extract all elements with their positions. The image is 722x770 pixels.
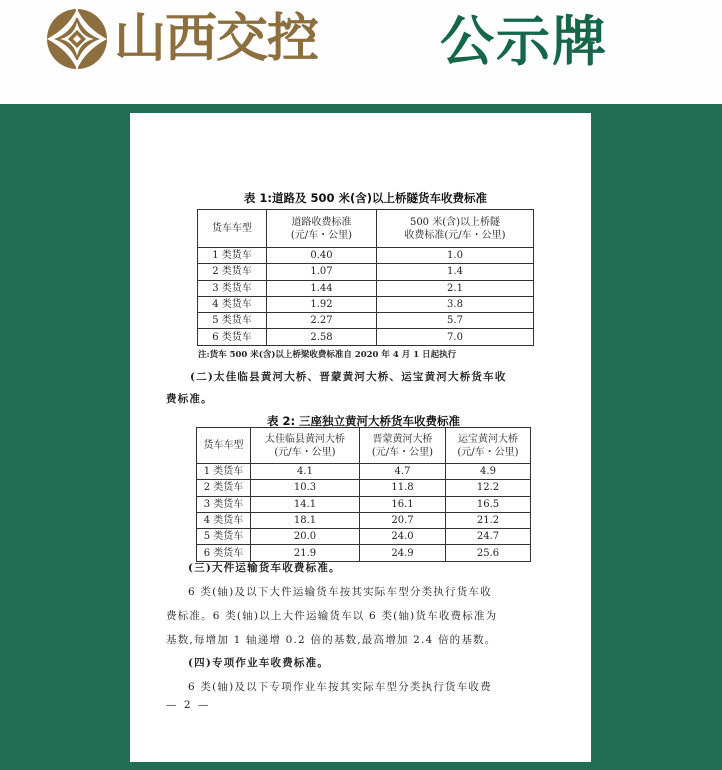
shanxi-jiaokong-logo	[46, 8, 318, 70]
table2-header-cell: 太佳临县黄河大桥 (元/车・公里)	[251, 428, 360, 464]
table-row	[197, 529, 531, 545]
logo-text: 山西交控	[114, 9, 319, 69]
table-cell: 1 类货车	[197, 464, 251, 480]
table-cell: 5 类货车	[198, 313, 267, 329]
document-page	[130, 113, 591, 762]
table1	[197, 209, 534, 346]
table-row	[197, 464, 531, 480]
table-row	[198, 264, 534, 280]
table-cell: 4.1	[251, 464, 360, 480]
table-cell: 21.9	[251, 545, 360, 561]
table1-note: 注:货车 500 米(含)以上桥梁收费标准自 2020 年 4 月 1 日起执行	[198, 350, 457, 360]
table-cell: 10.3	[251, 480, 360, 496]
table-row	[198, 313, 534, 329]
table2-header-cell: 晋蒙黄河大桥 (元/车・公里)	[360, 428, 446, 464]
table-cell: 2 类货车	[197, 480, 251, 496]
table-row	[197, 545, 531, 561]
table-row	[198, 329, 534, 345]
table-row	[198, 296, 534, 312]
header-banner	[0, 0, 722, 104]
table1-header-row	[198, 210, 534, 248]
table-cell: 3 类货车	[198, 280, 267, 296]
table-cell: 3.8	[377, 296, 534, 312]
section4-line: 6 类(轴)及以下专项作业车按其实际车型分类执行货车收费	[188, 681, 492, 693]
table2-header-cell: 货车车型	[197, 428, 251, 464]
table-cell: 1 类货车	[198, 248, 267, 264]
section2-heading-line1: (二)太佳临县黄河大桥、晋蒙黄河大桥、运宝黄河大桥货车收	[190, 371, 507, 383]
table-cell: 1.07	[267, 264, 377, 280]
table-cell: 24.0	[360, 529, 446, 545]
table-cell: 24.7	[446, 529, 531, 545]
section4-heading: (四)专项作业车收费标准。	[188, 657, 330, 669]
table-cell: 3 类货车	[197, 496, 251, 512]
table-cell: 1.92	[267, 296, 377, 312]
table-cell: 4 类货车	[198, 296, 267, 312]
table-cell: 2 类货车	[198, 264, 267, 280]
table-cell: 2.1	[377, 280, 534, 296]
table2-header-row	[197, 428, 531, 464]
table-row	[197, 480, 531, 496]
table-cell: 0.40	[267, 248, 377, 264]
table-row	[198, 280, 534, 296]
section3-line: 6 类(轴)及以下大件运输货车按其实际车型分类执行货车收	[188, 586, 492, 598]
table2-header-cell: 运宝黄河大桥 (元/车・公里)	[446, 428, 531, 464]
table2-caption: 表 2: 三座独立黄河大桥货车收费标准	[266, 414, 461, 428]
table-cell: 6 类货车	[197, 545, 251, 561]
section2-heading-line2: 费标准。	[166, 393, 213, 405]
table-cell: 12.2	[446, 480, 531, 496]
table-row	[197, 512, 531, 528]
section3-line: 费标准。6 类(轴)以上大件运输货车以 6 类(轴)货车收费标准为	[166, 610, 498, 622]
table-cell: 4 类货车	[197, 512, 251, 528]
table-cell: 16.1	[360, 496, 446, 512]
table-cell: 5 类货车	[197, 529, 251, 545]
table1-header-cell: 500 米(含)以上桥隧 收费标准(元/车・公里)	[377, 210, 534, 248]
table-cell: 1.4	[377, 264, 534, 280]
table-cell: 6 类货车	[198, 329, 267, 345]
page-number: — 2 —	[166, 699, 211, 711]
table-cell: 7.0	[377, 329, 534, 345]
table2	[196, 427, 531, 562]
table-cell: 1.44	[267, 280, 377, 296]
table-cell: 20.7	[360, 512, 446, 528]
table-cell: 11.8	[360, 480, 446, 496]
table-cell: 4.7	[360, 464, 446, 480]
table-cell: 18.1	[251, 512, 360, 528]
table-cell: 14.1	[251, 496, 360, 512]
board-title: 公示牌	[440, 10, 608, 73]
table-cell: 2.58	[267, 329, 377, 345]
table1-header-cell: 道路收费标准 (元/车・公里)	[267, 210, 377, 248]
table-cell: 25.6	[446, 545, 531, 561]
table-cell: 16.5	[446, 496, 531, 512]
table1-header-cell: 货车车型	[198, 210, 267, 248]
section3-heading: (三)大件运输货车收费标准。	[188, 562, 341, 574]
table-cell: 4.9	[446, 464, 531, 480]
table-cell: 2.27	[267, 313, 377, 329]
table1-caption: 表 1:道路及 500 米(含)以上桥隧货车收费标准	[243, 191, 488, 205]
table-cell: 5.7	[377, 313, 534, 329]
table-cell: 1.0	[377, 248, 534, 264]
table-row	[197, 496, 531, 512]
logo-emblem-icon	[46, 8, 108, 70]
table-cell: 24.9	[360, 545, 446, 561]
section3-line: 基数,每增加 1 轴递增 0.2 倍的基数,最高增加 2.4 倍的基数。	[166, 634, 497, 646]
table-cell: 21.2	[446, 512, 531, 528]
table-cell: 20.0	[251, 529, 360, 545]
table-row	[198, 248, 534, 264]
